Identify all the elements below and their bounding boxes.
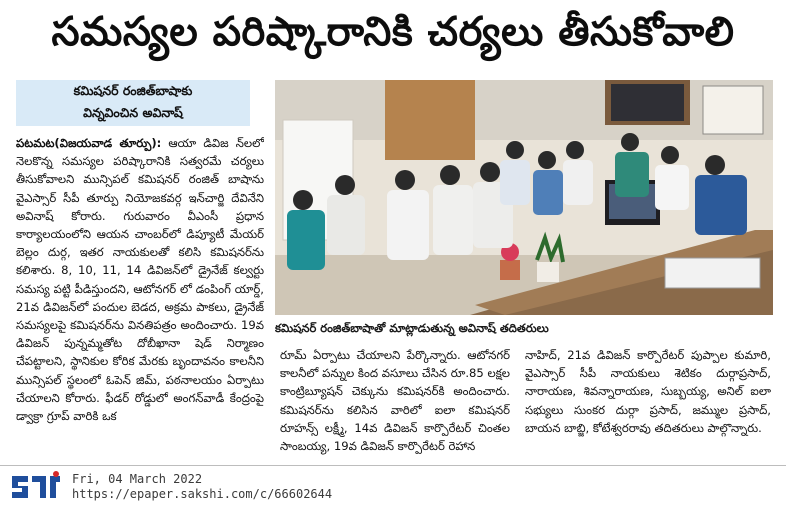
footer: [0, 466, 786, 507]
subheadline-box: [16, 80, 250, 126]
article-body-left: [16, 134, 264, 425]
epaper-url-link[interactable]: https://epaper.sakshi.com/c/66602644: [72, 487, 333, 501]
article-dateline: పటమట(విజయవాడ తూర్పు):: [16, 136, 162, 150]
article-text-middle: రూమ్ ఏర్పాటు చేయాలని పేర్కొన్నారు. ఆటోనగర్ కాలనీలో పన్నుల కింద వసూలు చేసిన రూ.85 లక్షల కాంట్రిబ్యూషన్ చెక్కును కమిషనర్‌కి అందించారు. కమిషనర్‌ను కలిసిన వారిలో ఐలా కమిషనర్ రూహన్స్ లక్ష్మీ, 14వ డివిజన్ కార్పొరేటర్ చింతల సాంబయ్య, 19వ డివిజన్ కార్పొరేటర్ రెహాన: [280, 348, 510, 454]
article-text-left: ఆయా డివిజ న్‌లలో నెలకొన్న సమస్యల పరిష్కారానికి సత్వరమే చర్యలు తీసుకోవాలని మున్సిపల్ కమిషనర్ రంజిత్ బాషాను వైఎస్సార్ సీపీ తూర్పు నియోజకవర్గ ఇన్‌చార్జి దేవినేని అవినాష్ కోరారు. గురువారం వీఎంసీ ప్రధాన కార్యాలయంలోని ఆయన చాంబర్‌లో డిప్యూటీ మేయర్ బెల్లం దుర్గ, ఇతర నాయకులతో కలిసి కమిషనర్‌ను కలిశారు. 8, 10, 11, 14 డివిజన్‌లో డ్రైనేజ్ కల్వర్టు సమస్య పట్టి పీడిస్తుందని, ఆటోనగర్ లో డంపింగ్ యార్డ్, 21వ డివిజన్‌లో పందుల బెడద, అక్రమ పాకలు, డ్రైనేజ్ సమస్యలపై కమిషనర్‌ను వినతిపత్రం అందించారు. 19వ డివిజన్ పున్నమ్మతోట దోబీఖానా షెడ్ నిర్మాణం చేపట్టాలని, స్థానికుల కోరిక మేరకు బృందావనం కాలనీని మున్సిపల్ స్థలంలో ఓపెన్ జిమ్, పఠనాలయం ఏర్పాటు చేయాలని కోరారు. ఫీడర్ రోడ్డులో అంగన్‌వాడీ కేంద్రంపై డ్వాక్రా గ్రూప్ వారికి ఒక: [16, 136, 264, 424]
news-photo: [275, 80, 773, 315]
sakshi-logo: [8, 470, 64, 504]
headline: సమస్యల పరిష్కారానికి చర్యలు తీసుకోవాలి: [51, 9, 735, 55]
article-column-middle: [280, 346, 510, 456]
photo-caption: కమిషనర్ రంజిత్‌బాషాతో మాట్లాడుతున్న అవినాష్ తదితరులు: [275, 321, 549, 335]
article-text-right: నాహిద్, 21వ డివిజన్ కార్పొరేటర్ పుప్పాల కుమారి, వైఎస్సార్ సీపీ నాయకులు శెటికం దుర్గాప్రసాద్, నారాయణ, శివన్నారాయణ, సుబ్బయ్య, అనిల్ ఐలా సభ్యులు సుంకర దుర్గా ప్రసాద్, జమ్ముల ప్రసాద్, బాయన బాబ్జి, కోటేశ్వరరావు తదితరులు పాల్గొన్నారు.: [525, 348, 771, 435]
subheadline-line-1: కమిషనర్ రంజిత్‌బాషాకు: [73, 83, 193, 98]
meeting-photo-illustration: [275, 80, 773, 315]
publication-date: Fri, 04 March 2022: [72, 472, 203, 486]
subheadline-line-2: విన్నవించిన అవినాష్: [83, 105, 183, 120]
article-column-right: [525, 346, 771, 456]
article-column-left: [16, 134, 264, 454]
footer-meta: [72, 472, 332, 502]
